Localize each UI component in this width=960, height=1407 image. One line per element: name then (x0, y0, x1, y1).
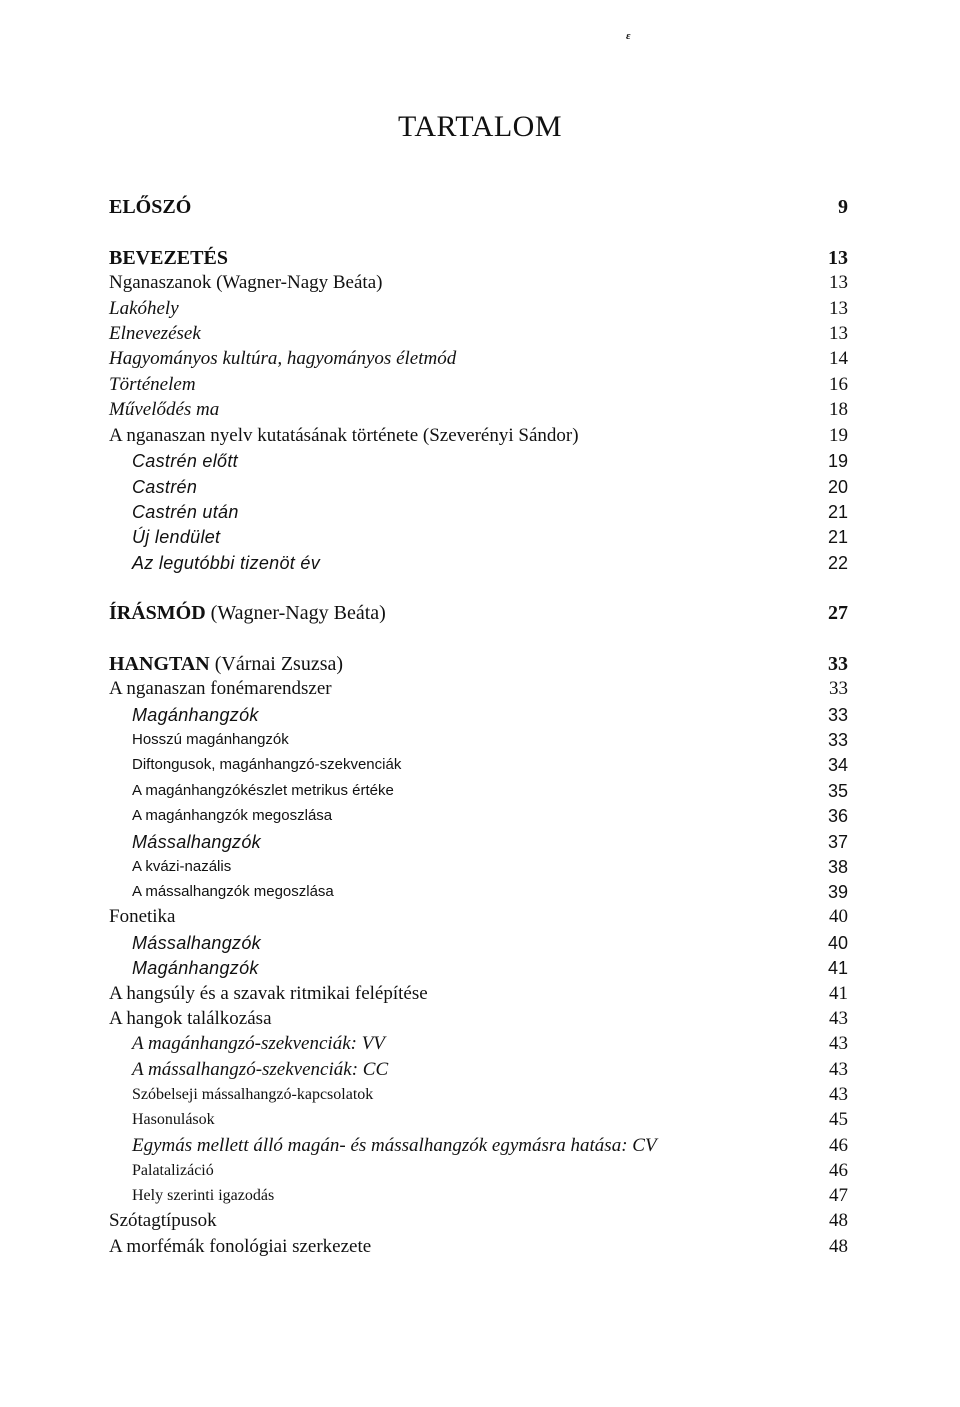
toc-entry-title: Új lendület (132, 527, 221, 547)
toc-entry (0, 651, 960, 677)
toc-entry-title: Egymás mellett álló magán- és mássalhangzók egymásra hatása: CV (132, 1135, 657, 1156)
toc-entry (0, 727, 960, 753)
toc-entry (0, 676, 960, 702)
toc-entry-title: Szótagtípusok (109, 1210, 217, 1231)
toc-entry (0, 296, 960, 322)
toc-entry-page-number: 48 (829, 1236, 848, 1257)
toc-entry-page-number: 41 (829, 983, 848, 1004)
toc-entry-page-number: 27 (828, 602, 848, 624)
toc-entry-title: Magánhangzók (132, 958, 259, 978)
toc-entry-page-number: 20 (827, 477, 848, 497)
toc-entry (0, 346, 960, 372)
toc-entry-title: A kvázi-nazális (132, 858, 232, 875)
toc-entry (0, 1183, 960, 1209)
toc-entry (0, 854, 960, 880)
toc-entry-page-number: 16 (829, 374, 848, 395)
toc-entry (0, 829, 960, 855)
toc-entry-title: HANGTAN (Várnai Zsuzsa) (109, 653, 344, 675)
toc-entry-title: A nganaszan fonémarendszer (109, 678, 332, 699)
toc-entry-title: Hely szerinti igazodás (132, 1187, 275, 1204)
toc-entry-title: A magánhangzókészlet metrikus értéke (132, 782, 394, 799)
toc-entry (0, 1158, 960, 1184)
toc-entry-page-number: 41 (827, 958, 848, 978)
toc-entry-page-number: 40 (829, 906, 848, 927)
toc-entry-title: A mássalhangzók megoszlása (132, 883, 334, 900)
toc-entry-author: (Wagner-Nagy Beáta) (205, 602, 386, 624)
toc-entry-title: Magánhangzók (132, 705, 259, 725)
toc-entry-page-number: 13 (829, 323, 848, 344)
toc-entry (0, 321, 960, 347)
toc-entry-page-number: 33 (827, 730, 848, 750)
toc-entry-title: A magánhangzók megoszlása (132, 807, 333, 824)
toc-entry-page-number: 45 (829, 1109, 848, 1130)
toc-entry (0, 245, 960, 271)
toc-entry (0, 981, 960, 1007)
toc-entry-page-number: 35 (827, 781, 848, 801)
toc-entry-page-number: 33 (829, 678, 848, 699)
toc-entry (0, 1031, 960, 1057)
toc-entry-page-number: 38 (827, 857, 848, 877)
toc-entry-title: Palatalizáció (132, 1162, 214, 1179)
toc-entry-title: A hangok találkozása (109, 1008, 272, 1029)
toc-entry-title: Castrén előtt (132, 451, 238, 471)
toc-entry (0, 474, 960, 500)
toc-entry-page-number: 13 (829, 272, 848, 293)
toc-entry-page-number: 33 (827, 705, 848, 725)
toc-entry (0, 423, 960, 449)
toc-entry-title: Szóbelseji mássalhangzó-kapcsolatok (132, 1086, 374, 1103)
toc-entry-title: Diftongusok, magánhangzó-szekvenciák (132, 756, 402, 773)
toc-entry (0, 955, 960, 981)
toc-entry-page-number: 9 (838, 196, 848, 218)
toc-entry-page-number: 46 (829, 1135, 848, 1156)
toc-entry-page-number: 47 (829, 1185, 848, 1206)
toc-entry-title: Castrén (132, 477, 198, 497)
toc-entry-page-number: 19 (829, 425, 848, 446)
toc-entry-page-number: 18 (829, 399, 848, 420)
toc-entry (0, 448, 960, 474)
toc-entry-title: Az legutóbbi tizenöt év (132, 553, 321, 573)
toc-entry-title: Nganaszanok (Wagner-Nagy Beáta) (109, 272, 383, 293)
toc-entry-title: Elnevezések (109, 323, 201, 344)
toc-entry-title: Fonetika (109, 906, 176, 927)
toc-entry-title: Művelődés ma (109, 399, 220, 420)
toc-entry-page-number: 19 (827, 451, 848, 471)
toc-entry (0, 194, 960, 220)
toc-entry-title: A magánhangzó-szekvenciák: VV (132, 1033, 385, 1054)
toc-entry-title: Mássalhangzók (132, 832, 261, 852)
toc-entry (0, 930, 960, 956)
toc-entry-page-number: 34 (827, 755, 848, 775)
toc-entry (0, 270, 960, 296)
toc-entry (0, 397, 960, 423)
toc-entry-page-number: 21 (827, 527, 848, 547)
toc-entry-page-number: 13 (829, 298, 848, 319)
toc-entry-title: Castrén után (132, 502, 239, 522)
toc-entry-page-number: 37 (827, 832, 848, 852)
toc-entry-title: Lakóhely (109, 298, 179, 319)
toc-entry-title: A hangsúly és a szavak ritmikai felépítése (109, 983, 428, 1004)
toc-entry (0, 702, 960, 728)
toc-entry (0, 524, 960, 550)
toc-entry (0, 372, 960, 398)
toc-entry-page-number: 40 (827, 933, 848, 953)
toc-entry-author: (Várnai Zsuzsa) (209, 653, 344, 675)
toc-entry-page-number: 13 (828, 247, 848, 269)
toc-entry-title: Történelem (109, 374, 196, 395)
toc-entry (0, 1006, 960, 1032)
toc-entry (0, 803, 960, 829)
toc-entry (0, 600, 960, 626)
toc-entry-title: A mássalhangzó-szekvenciák: CC (132, 1059, 389, 1080)
toc-entry (0, 752, 960, 778)
toc-entry-page-number: 14 (829, 348, 848, 369)
toc-entry-title: Hosszú magánhangzók (132, 731, 289, 748)
toc-entry (0, 1057, 960, 1083)
corner-mark: ɛ (626, 30, 631, 42)
toc-entry-page-number: 43 (829, 1084, 848, 1105)
toc-entry (0, 1208, 960, 1234)
toc-entry-title: Hagyományos kultúra, hagyományos életmód (109, 348, 457, 369)
toc-entry-page-number: 43 (829, 1008, 848, 1029)
toc-entry-title: ÍRÁSMÓD (Wagner-Nagy Beáta) (109, 602, 386, 624)
toc-entry (0, 499, 960, 525)
toc-entry (0, 1082, 960, 1108)
toc-entry-title: Hasonulások (132, 1111, 215, 1128)
toc-entry (0, 1107, 960, 1133)
page-title: TARTALOM (397, 110, 563, 143)
toc-entry-page-number: 43 (829, 1033, 848, 1054)
toc-entry (0, 1234, 960, 1260)
toc-entry-page-number: 22 (827, 553, 848, 573)
toc-entry (0, 1133, 960, 1159)
toc-entry-page-number: 48 (829, 1210, 848, 1231)
toc-entry-page-number: 46 (829, 1160, 848, 1181)
toc-entry-page-number: 36 (827, 806, 848, 826)
toc-entry-title: BEVEZETÉS (109, 247, 228, 269)
toc-entry (0, 550, 960, 576)
toc-entry (0, 778, 960, 804)
toc-entry-page-number: 21 (827, 502, 848, 522)
toc-entry-page-number: 33 (828, 653, 848, 675)
toc-entry (0, 904, 960, 930)
toc-entry-page-number: 43 (829, 1059, 848, 1080)
toc-entry-title: A morfémák fonológiai szerkezete (109, 1236, 372, 1257)
toc-entry-title: Mássalhangzók (132, 933, 261, 953)
toc-entry-title: ELŐSZÓ (109, 196, 192, 218)
toc-entry (0, 879, 960, 905)
toc-entry-title: A nganaszan nyelv kutatásának története (Szeverényi Sándor) (109, 425, 579, 446)
toc-entry-page-number: 39 (827, 882, 848, 902)
